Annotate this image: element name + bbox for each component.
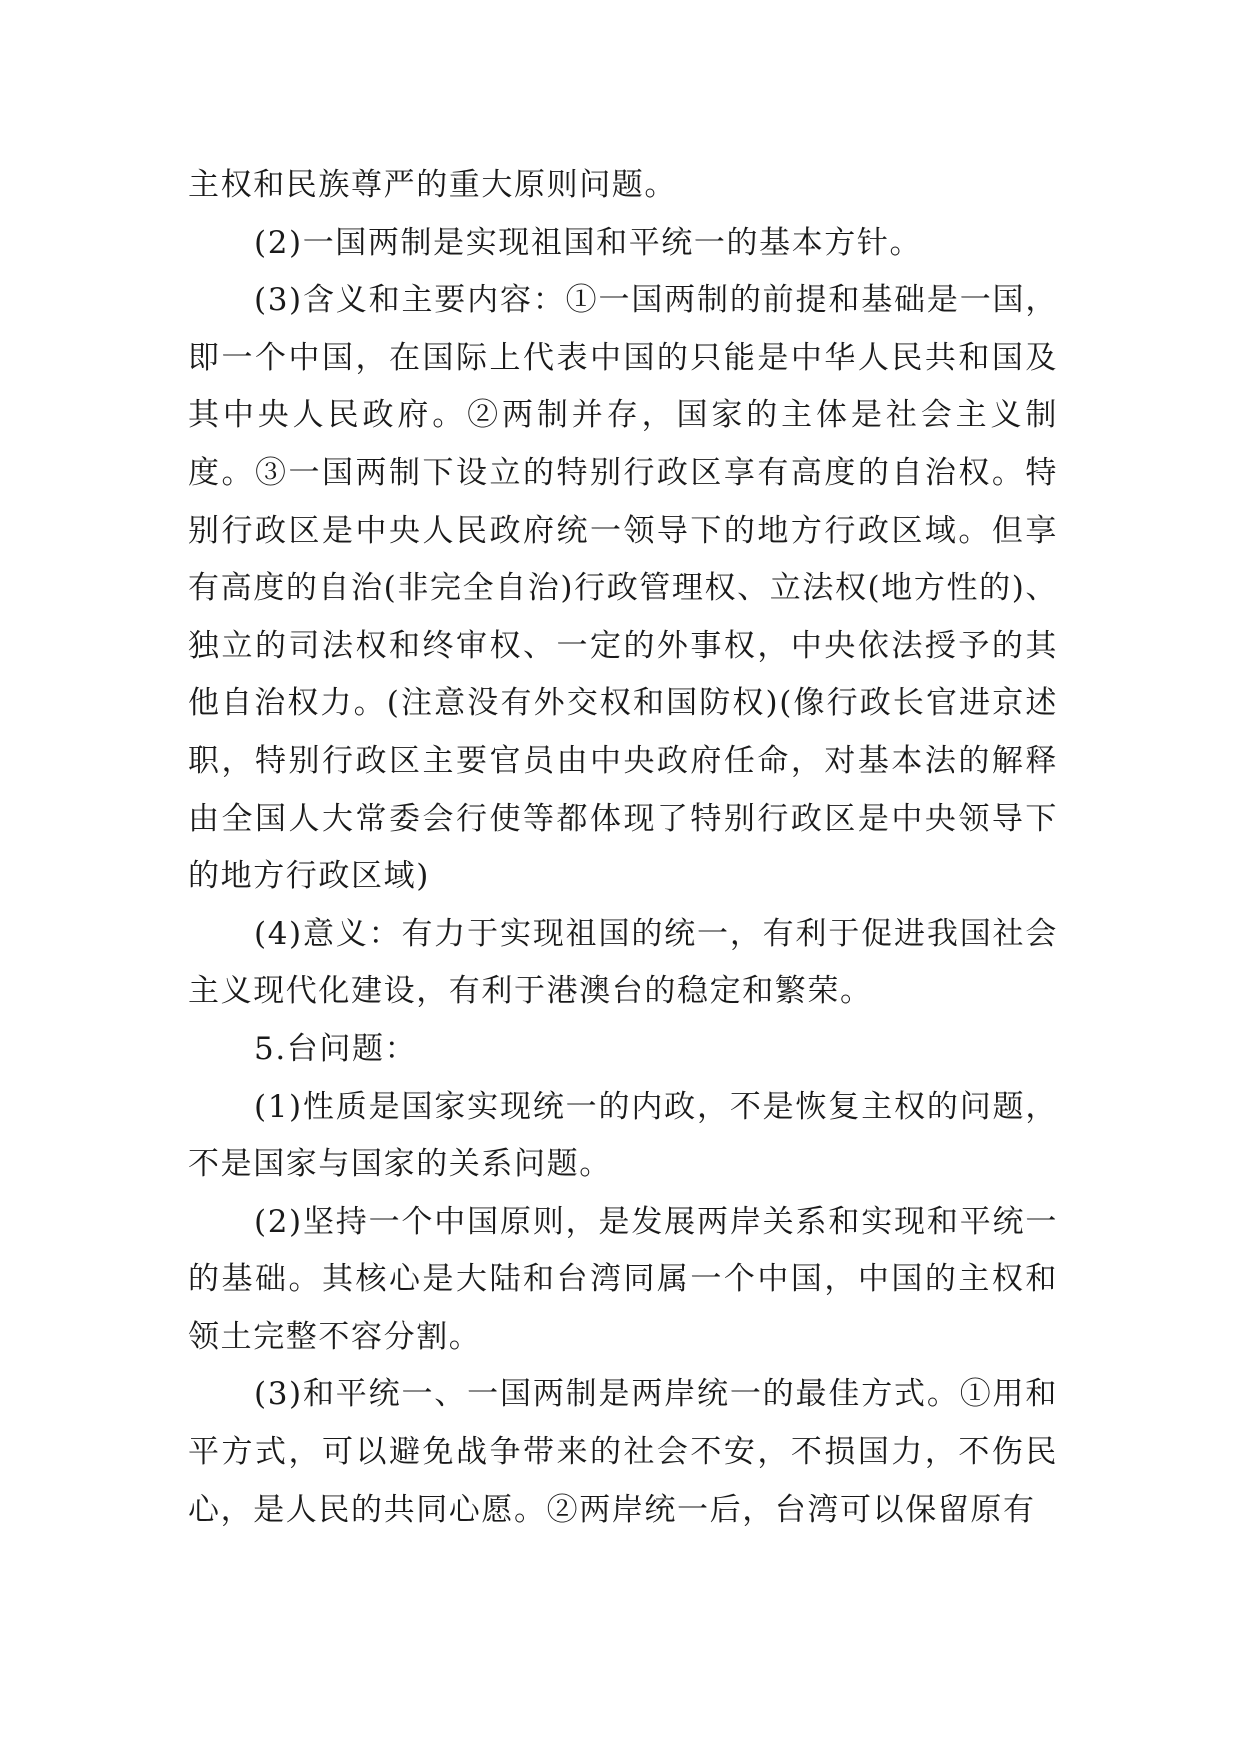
document-body: [188, 157, 1058, 1539]
paragraph-significance: (4)意义：有力于实现祖国的统一，有利于促进我国社会主义现代化建设，有利于港澳台的稳定和繁荣。: [188, 915, 1058, 1010]
section-heading-taiwan-issue: 5.台问题：: [254, 1030, 418, 1067]
paragraph-peaceful-unification: (3)和平统一、一国两制是两岸统一的最佳方式。①用和平方式，可以避免战争带来的社会不安，不损国力，不伤民心，是人民的共同心愿。②两岸统一后，台湾可以保留原有: [188, 1376, 1058, 1528]
paragraph-one-country-two-systems-policy: (2)一国两制是实现祖国和平统一的基本方针。: [254, 224, 923, 261]
paragraph-one-china-principle: (2)坚持一个中国原则，是发展两岸关系和实现和平统一的基础。其核心是大陆和台湾同属一个中国，中国的主权和领土完整不容分割。: [188, 1203, 1058, 1355]
paragraph-nature: (1)性质是国家实现统一的内政，不是恢复主权的问题，不是国家与国家的关系问题。: [188, 1088, 1058, 1183]
paragraph-continuation: 主权和民族尊严的重大原则问题。: [188, 167, 677, 203]
paragraph-meaning-and-content: (3)含义和主要内容：①一国两制的前提和基础是一国，即一个中国，在国际上代表中国的只能是中华人民共和国及其中央人民政府。②两制并存，国家的主体是社会主义制度。③一国两制下设立的特别行政区享有高度的自治权。特别行政区是中央人民政府统一领导下的地方行政区域。但享有高度的自治(非完全自治)行政管理权、立法权(地方性的)、独立的司法权和终审权、一定的外事权，中央依法授予的其他自治权力。(注意没有外交权和国防权)(像行政长官进京述职，特别行政区主要官员由中央政府任命，对基本法的解释由全国人大常委会行使等都体现了特别行政区是中央领导下的地方行政区域): [188, 282, 1058, 895]
